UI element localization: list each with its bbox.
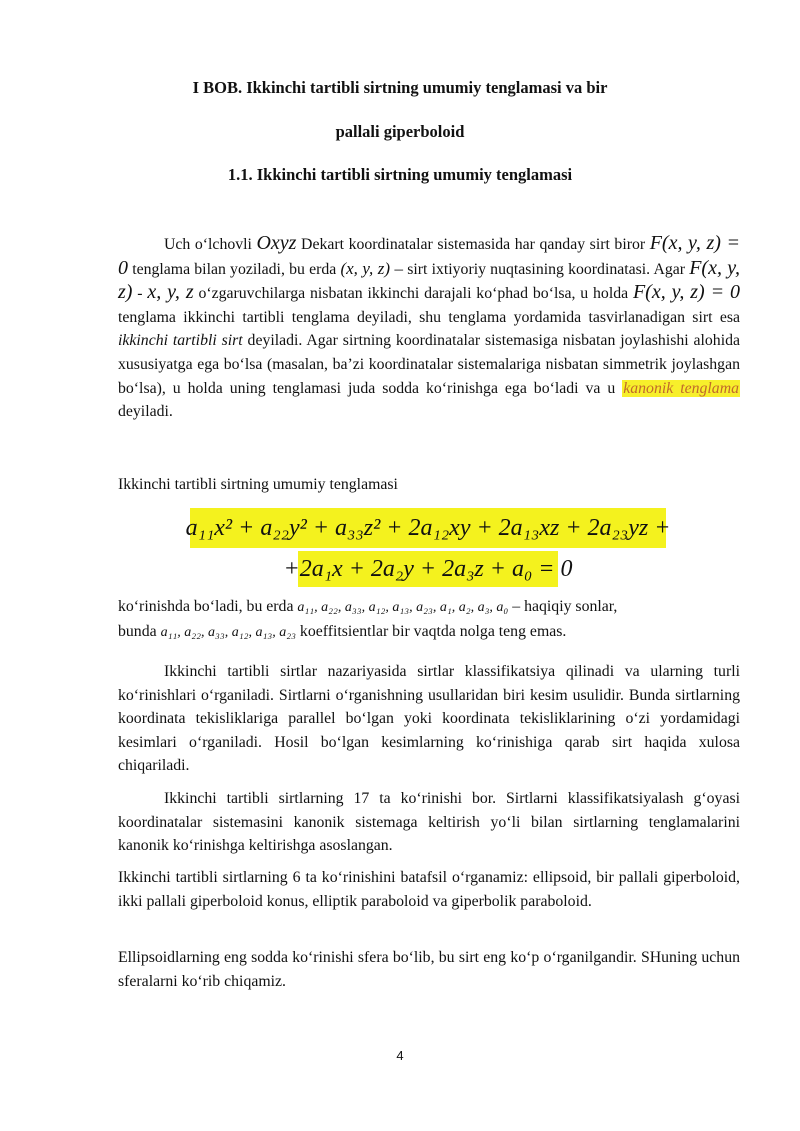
coeffs-line2-tail: koeffitsientlar bir vaqtda nolga teng emas. bbox=[295, 623, 567, 640]
page-number: 4 bbox=[396, 1048, 404, 1063]
highlight-canonical-equation: kanonik tenglama bbox=[623, 379, 740, 397]
paragraph-6-types: Ikkinchi tartibli sirtlarning 6 ta ko‘rinishini batafsil o‘rganamiz: ellipsoid, bir pallali giperboloid, ikki pallali giperboloid konus, elliptik paraboloid va giperbolik paraboloid. bbox=[118, 869, 740, 910]
math-xyz-point: (x, y, z) – bbox=[340, 258, 404, 278]
coeffs-line2-text: bunda bbox=[118, 623, 161, 640]
p1-text-9: deyiladi. bbox=[118, 403, 173, 421]
term-second-order-surface: ikkinchi tartibli sirt bbox=[118, 332, 243, 350]
math-variables: x, y, z bbox=[147, 281, 194, 304]
math-f-function: F(x, y, z) bbox=[118, 256, 740, 304]
p1-text-5: - bbox=[132, 285, 148, 303]
paragraph-intro bbox=[118, 232, 740, 424]
coeffs-line1-list: a₁₁, a₂₂, a₃₃, a₁₂, a₁₃, a₂₃, a₁, a₂, a₃, a₀ bbox=[297, 600, 509, 615]
equation-line-1: a₁₁x² + a₂₂y² + a₃₃z² + 2a₁₂xy + 2a₁₃xz + 2a₂₃yz + bbox=[190, 508, 666, 548]
coeffs-line1-text: ko‘rinishda bo‘ladi, bu erda bbox=[118, 598, 298, 615]
general-equation-heading: Ikkinchi tartibli sirtning umumiy tenglamasi bbox=[118, 476, 398, 493]
coeffs-line1-tail: – haqiqiy sonlar, bbox=[508, 598, 618, 615]
chapter-title-line1: I BOB. Ikkinchi tartibli sirtning umumiy tenglamasi va bir bbox=[192, 78, 608, 97]
paragraph-classification: Ikkinchi tartibli sirtlar nazariyasida sirtlar klassifikatsiya qilinadi va ularning turli ko‘rinishlari o‘rganiladi. Sirtlarni o‘rganishning usullaridan biri kesim usulidir. Bunda sirtlarning koordinata tekisliklariga parallel bo‘lgan yoki koordinata tekisliklarining o‘zi yordamidagi kesimlari o‘rganiladi. Hosil bo‘lgan kesimlarning ko‘rinishiga qarab sirt haqida xulosa chiqariladi. bbox=[118, 663, 740, 775]
paragraph-17-types: Ikkinchi tartibli sirtlarning 17 ta ko‘rinishi bor. Sirtlarni klassifikatsiyalash g‘oyasi koordinatalar sistemasini kanonik sistemaga keltirish yo‘li bilan sirtlarning tenglamalarini kanonik ko‘rinishga keltirishga asoslangan. bbox=[118, 790, 740, 855]
math-f-equals-zero: F(x, y, z) = 0 bbox=[118, 232, 741, 279]
chapter-title-line2: pallali giperboloid bbox=[335, 122, 465, 141]
p1-text-8: deyiladi. Agar sirtning koordinatalar sistemasiga nisbatan joylashishi alohida xususiyatga ega bo‘lsa (masalan, ba’zi koordinatalar sistemalariga nisbatan simmetrik joylashgan bo‘lsa), u holda uning tenglamasi juda sodda ko‘rinishga ega bo‘ladi va u bbox=[118, 332, 741, 397]
p1-text-7: tenglama ikkinchi tartibli tenglama deyiladi, shu tenglama yordamida tasvirlanadigan sirt esa bbox=[118, 308, 740, 326]
p1-text-6: o‘zgaruvchilarga nisbatan ikkinchi darajali ko‘phad bo‘lsa, u holda bbox=[193, 285, 633, 303]
section-title: 1.1. Ikkinchi tartibli sirtning umumiy tenglamasi bbox=[227, 165, 573, 184]
coefficients-line-2 bbox=[118, 623, 566, 641]
p1-text-4: sirt ixtiyoriy nuqtasining koordinatasi. Agar bbox=[403, 260, 690, 278]
coefficients-line-1 bbox=[118, 598, 617, 616]
p1-text-2: Dekart koordinatalar sistemasida har qanday sirt biror bbox=[296, 236, 650, 253]
p1-text-1: Uch o‘lchovli bbox=[164, 236, 257, 253]
math-oxyz: Oxyz bbox=[256, 232, 297, 254]
p1-text-3: tenglama bilan yoziladi, bu erda bbox=[128, 260, 341, 278]
equation-line-2: +2a₁x + 2a₂y + 2a₃z + a₀ = 0 bbox=[298, 551, 558, 587]
paragraph-sphere: Ellipsoidlarning eng sodda ko‘rinishi sfera bo‘lib, bu sirt eng ko‘p o‘rganilgandir. SHuning uchun sferalarni ko‘rib chiqamiz. bbox=[118, 949, 740, 990]
coeffs-line2-list: a₁₁, a₂₂, a₃₃, a₁₂, a₁₃, a₂₃ bbox=[160, 625, 296, 640]
math-f-equals-zero-2: F(x, y, z) = 0 bbox=[632, 281, 740, 304]
